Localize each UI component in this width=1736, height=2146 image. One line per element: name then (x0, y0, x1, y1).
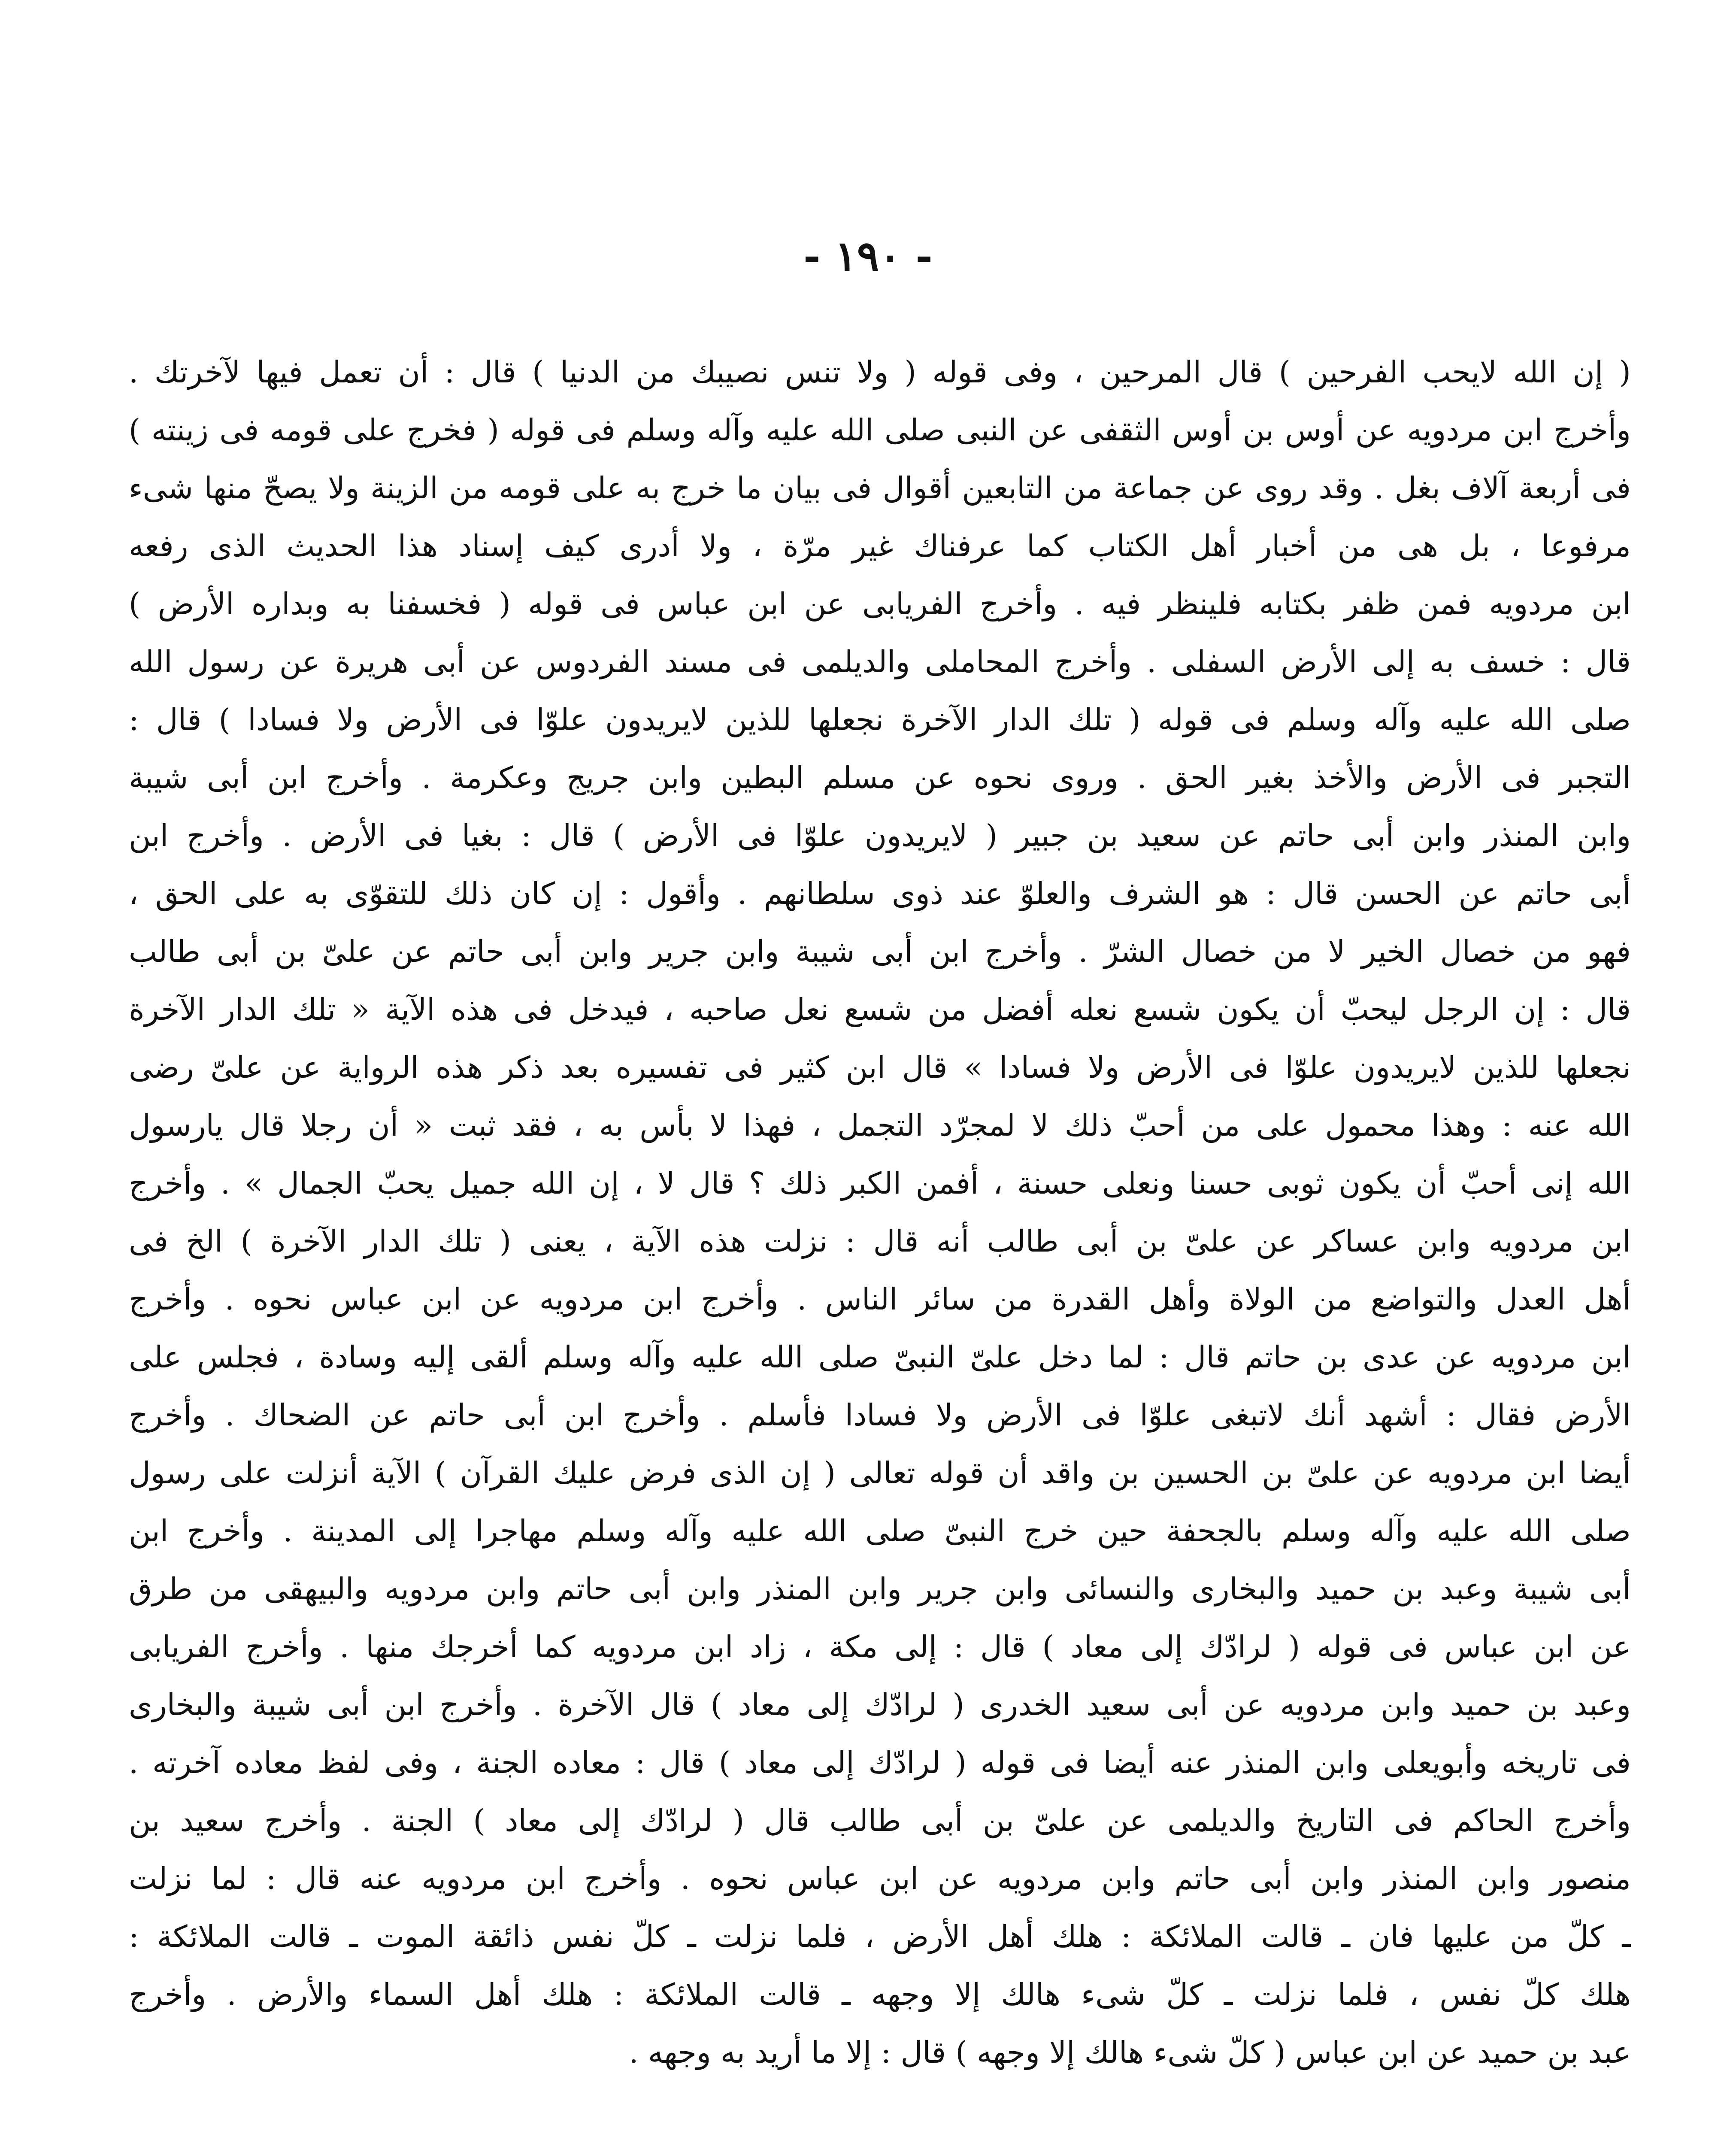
text-line: ابن مردويه عن عدى بن حاتم قال : لما دخل علىّ النبىّ صلى الله عليه وآله وسلم ألقى إليه وسادة ، فجلس على (129, 1340, 1631, 1375)
text-line: عبد بن حميد عن ابن عباس ( كلّ شىء هالك إلا وجهه ) قال : إلا ما أريد به وجهه . (629, 2035, 1631, 2070)
body-text (129, 343, 1631, 2082)
text-line: ابن مردويه وابن عساكر عن علىّ بن أبى طالب أنه قال : نزلت هذه الآية ، يعنى ( تلك الدار الآخرة ) الخ فى (129, 1224, 1631, 1259)
text-line: وابن المنذر وابن أبى حاتم عن سعيد بن جبير ( لايريدون علوّا فى الأرض ) قال : بغيا فى الأرض . وأخرج ابن (129, 818, 1631, 853)
text-line: التجبر فى الأرض والأخذ بغير الحق . وروى نحوه عن مسلم البطين وابن جريج وعكرمة . وأخرج ابن أبى شيبة (129, 760, 1631, 795)
text-line: مرفوعا ، بل هى من أخبار أهل الكتاب كما عرفناك غير مرّة ، ولا أدرى كيف إسناد هذا الحديث الذى رفعه (129, 528, 1631, 564)
text-line: قال : خسف به إلى الأرض السفلى . وأخرج المحاملى والديلمى فى مسند الفردوس عن أبى هريرة عن رسول الله (129, 644, 1631, 679)
text-line: الله عنه : وهذا محمول على من أحبّ ذلك لا لمجرّد التجمل ، فهذا لا بأس به ، فقد ثبت « أن رجلا قال يارسول (129, 1108, 1631, 1143)
text-line: ـ كلّ من عليها فان ـ قالت الملائكة : هلك أهل الأرض ، فلما نزلت ـ كلّ نفس ذائقة الموت ـ قالت الملائكة : (129, 1919, 1631, 1954)
text-line: ابن مردويه فمن ظفر بكتابه فلينظر فيه . وأخرج الفريابى عن ابن عباس فى قوله ( فخسفنا به وبداره الأرض ) (129, 586, 1631, 621)
text-line: وأخرج ابن مردويه عن أوس بن أوس الثقفى عن النبى صلى الله عليه وآله وسلم فى قوله ( فخرج على قومه فى زينته ) (129, 412, 1631, 448)
page-number: - ١٩٠ - (803, 232, 933, 280)
text-line: فهو من خصال الخير لا من خصال الشرّ . وأخرج ابن أبى شيبة وابن جرير وابن أبى حاتم عن علىّ بن أبى طالب (129, 934, 1631, 969)
text-line: وعبد بن حميد وابن مردويه عن أبى سعيد الخدرى ( لرادّك إلى معاد ) قال الآخرة . وأخرج ابن أبى شيبة والبخارى (129, 1687, 1631, 1722)
text-line: ( إن الله لايحب الفرحين ) قال المرحين ، وفى قوله ( ولا تنس نصيبك من الدنيا ) قال : أن تعمل فيها لآخرتك . (129, 355, 1631, 390)
text-line: عن ابن عباس فى قوله ( لرادّك إلى معاد ) قال : إلى مكة ، زاد ابن مردويه كما أخرجك منها . وأخرج الفريابى (129, 1629, 1631, 1664)
text-line: صلى الله عليه وآله وسلم فى قوله ( تلك الدار الآخرة نجعلها للذين لايريدون علوّا فى الأرض ولا فسادا ) قال : (129, 702, 1631, 737)
text-line: فى أربعة آلاف بغل . وقد روى عن جماعة من التابعين أقوال فى بيان ما خرج به على قومه من الزينة ولا يصحّ منها شىء (129, 470, 1631, 506)
text-line: أيضا ابن مردويه عن علىّ بن الحسين بن واقد أن قوله تعالى ( إن الذى فرض عليك القرآن ) الآية أنزلت على رسول (129, 1455, 1631, 1491)
text-line: نجعلها للذين لايريدون علوّا فى الأرض ولا فسادا » قال ابن كثير فى تفسيره بعد ذكر هذه الرواية عن علىّ رضى (129, 1050, 1631, 1085)
text-line: قال : إن الرجل ليحبّ أن يكون شسع نعله أفضل من شسع نعل صاحبه ، فيدخل فى هذه الآية « تلك الدار الآخرة (129, 992, 1631, 1027)
text-line: وأخرج الحاكم فى التاريخ والديلمى عن علىّ بن أبى طالب قال ( لرادّك إلى معاد ) الجنة . وأخرج سعيد بن (129, 1803, 1631, 1838)
text-line: هلك كلّ نفس ، فلما نزلت ـ كلّ شىء هالك إلا وجهه ـ قالت الملائكة : هلك أهل السماء والأرض . وأخرج (129, 1977, 1631, 2012)
text-line: أبى شيبة وعبد بن حميد والبخارى والنسائى وابن جرير وابن المنذر وابن أبى حاتم وابن مردويه والبيهقى من طرق (129, 1571, 1631, 1606)
text-line: صلى الله عليه وآله وسلم بالجحفة حين خرج النبىّ صلى الله عليه وآله وسلم مهاجرا إلى المدينة . وأخرج ابن (129, 1513, 1631, 1549)
text-line: أبى حاتم عن الحسن قال : هو الشرف والعلوّ عند ذوى سلطانهم . وأقول : إن كان ذلك للتقوّى به على الحق ، (129, 876, 1631, 911)
text-line: أهل العدل والتواضع من الولاة وأهل القدرة من سائر الناس . وأخرج ابن مردويه عن ابن عباس نحوه . وأخرج (129, 1282, 1631, 1317)
text-line: منصور وابن المنذر وابن أبى حاتم وابن مردويه عن ابن عباس نحوه . وأخرج ابن مردويه عنه قال : لما نزلت (129, 1861, 1631, 1896)
text-line: الأرض فقال : أشهد أنك لاتبغى علوّا فى الأرض ولا فسادا فأسلم . وأخرج ابن أبى حاتم عن الضحاك . وأخرج (129, 1397, 1631, 1433)
text-line: فى تاريخه وأبويعلى وابن المنذر عنه أيضا فى قوله ( لرادّك إلى معاد ) قال : معاده الجنة ، وفى لفظ معاده آخرته . (129, 1745, 1631, 1780)
text-line: الله إنى أحبّ أن يكون ثوبى حسنا ونعلى حسنة ، أفمن الكبر ذلك ؟ قال لا ، إن الله جميل يحبّ الجمال » . وأخرج (129, 1166, 1631, 1201)
